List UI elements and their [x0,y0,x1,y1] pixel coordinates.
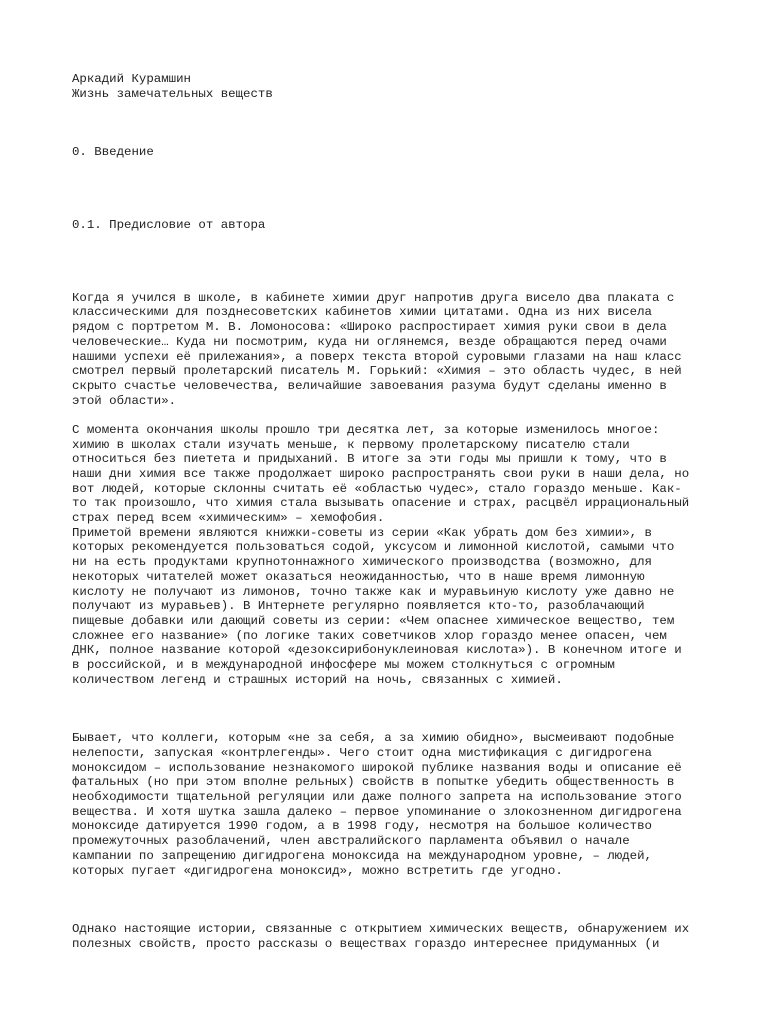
text-line: этой области». [72,393,177,408]
text-line: то так произошло, что химия стала вызывать опасение и страх, расцвёл иррациональный [72,496,690,511]
text-line: некоторых читателей может оказаться неожиданностью, что в наше время лимонную [72,569,645,584]
text-line: фатальных (но при этом вполне рельных) свойств в попытке убедить общественность в [72,775,675,790]
section-heading: 0.1. Предисловие от автора [72,218,266,233]
text-line: сложнее его название» (по логике таких советчиков хлор гораздо менее опасен, чем [72,628,667,643]
document-page [72,72,712,952]
text-line: ДНК, полное название которой «дезоксирибонуклеиновая кислота»). В конечном итоге и [72,643,682,658]
text-line: химию в школах стали изучать меньше, к первому пролетарскому писателю стали [72,437,630,452]
text-line: количеством легенд и страшных историй на ночь, связанных с химией. [72,672,563,687]
author-name: Аркадий Курамшин [72,72,191,86]
text-line: ни на есть продуктами крупнотоннажного химического производства (возможно, для [72,555,652,570]
text-line: полезных свойств, просто рассказы о веществах гораздо интереснее придуманных (и [72,936,660,951]
text-line: моноксиде датируется 1990 годом, а в 1998 году, несмотря на большое количество [72,819,652,834]
text-line: человеческие… Куда ни посмотрим, куда ни оглянемся, везде обращаются перед очами [72,334,667,349]
text-line: Бывает, что коллеги, которым «не за себя, а за химию обидно», высмеивают подобные [72,731,675,746]
text-line: вот людей, которые склонны считать её «областью чудес», стало гораздо меньше. Как- [72,481,682,496]
text-line: С момента окончания школы прошло три десятка лет, за которые изменилось многое: [72,422,660,437]
text-line: скрыто счастье человечества, величайшие завоевания разума будут сделаны именно в [72,378,667,393]
text-line: в российской, и в международной инфосфере мы можем столкнуться с огромным [72,657,615,672]
text-line: классическими для позднесоветских кабинетов химии цитатами. Одна из них висела [72,305,652,320]
text-line: относиться без пиетета и придыханий. В итоге за эти годы мы пришли к тому, что в [72,452,667,467]
text-line: Когда я учился в школе, в кабинете химии друг напротив друга висело два плаката с [72,290,675,305]
text-line: Однако настоящие истории, связанные с открытием химических веществ, обнаружением их [72,922,690,937]
text-line: вещества. И хотя шутка зашла далеко – первое упоминание о злокозненном дигидрогена [72,804,682,819]
paragraph-2 [72,423,712,687]
text-line: которых рекомендуется пользоваться содой, уксусом и лимонной кислотой, самыми что [72,540,675,555]
text-line: Приметой времени являются книжки-советы из серии «Как убрать дом без химии», в [72,525,652,540]
text-line: пищевые добавки или дающий советы из серии: «Чем опаснее химическое вещество, тем [72,613,675,628]
text-line: наши дни химия все также продолжает широко распространять свои руки в наши дела, но [72,467,690,481]
text-line: получают из муравьев). В Интернете регулярно появляется кто-то, разоблачающий [72,599,645,614]
text-line: которых пугает «дигидрогена моноксид», можно встретить где угодно. [72,863,563,878]
text-line: рядом с портретом М. В. Ломоносова: «Широко распростирает химия руки свои в дела [72,320,667,335]
text-line: необходимости тщательной регуляции или даже полного запрета на использование этого [72,790,682,805]
paragraph-4 [72,922,712,951]
paragraph-1 [72,291,712,409]
paragraph-3 [72,731,712,878]
chapter-heading: 0. Введение [72,145,154,160]
text-line: нелепости, запуская «контрлегенды». Чего стоит одна мистификация с дигидрогена [72,746,652,760]
text-line: промежуточных разоблачений, член австралийского парламента объявил о начале [72,834,630,849]
text-line: смотрел первый пролетарский писатель М. Горький: «Химия – это область чудес, в ней [72,364,682,379]
text-line: кампании по запрещению дигидрогена моноксида на международном уровне, – людей, [72,848,652,863]
book-title: Жизнь замечательных веществ [72,86,273,101]
text-line: кислоту не получают из лимонов, точно также как и муравьиную кислоту уже давно не [72,584,675,599]
text-line: нашими успехи её прилежания», а поверх текста второй суровыми глазами на наш класс [72,349,682,364]
text-line: страх перед всем «химическим» – хемофобия. [72,511,385,526]
text-line: моноксидом – использование незнакомого широкой публике названия воды и описание её [72,760,682,775]
